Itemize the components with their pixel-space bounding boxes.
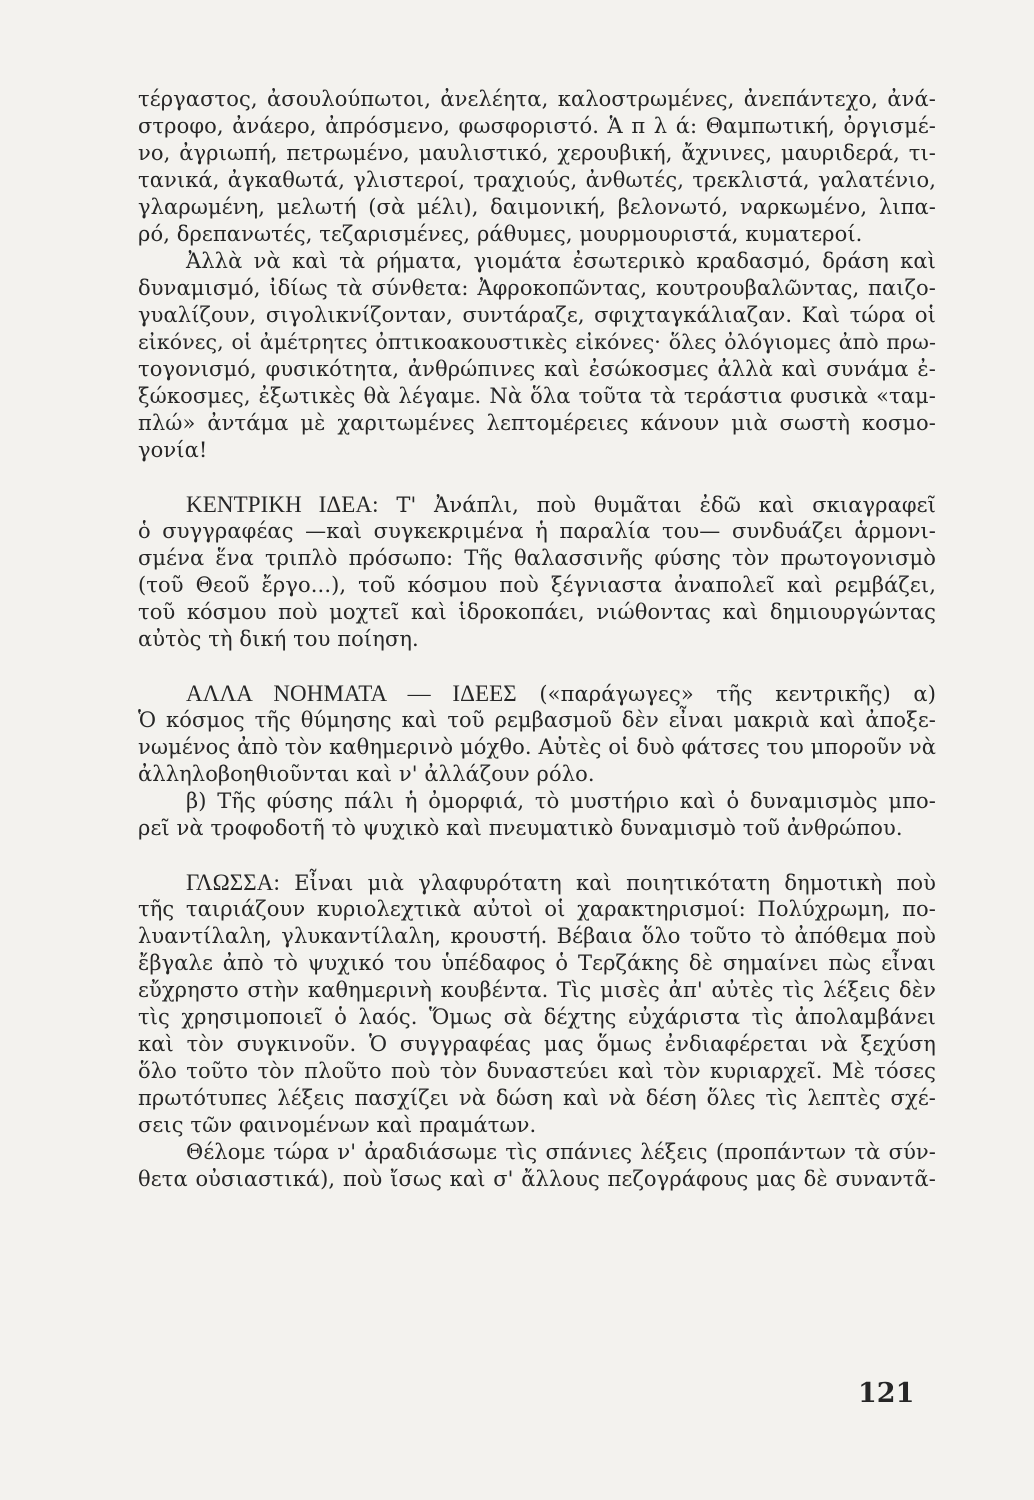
paragraph-verbs: [138, 248, 936, 464]
text-line: Ἀλλὰ νὰ καὶ τὰ ρήματα, γιομάτα ἐσωτερικὸ κραδασμό, δράση καὶ: [186, 249, 936, 273]
page-number: 121: [858, 1378, 915, 1409]
paragraph-gap: [138, 653, 936, 680]
text-line: ὁ συγγραφέας —καὶ συγκεκριμένα ἡ παραλία του— συνδυάζει ἁρμονι-: [138, 519, 936, 543]
paragraph-nature: [138, 788, 936, 842]
text-line: (τοῦ Θεοῦ ἔργο...), τοῦ κόσμου ποὺ ξέγνιαστα ἀναπολεῖ καὶ ρεμβάζει,: [138, 573, 936, 597]
text-line: τοῦ κόσμου ποὺ μοχτεῖ καὶ ἱδροκοπάει, νιώθοντας καὶ δημιουργώντας: [138, 600, 936, 624]
text-line: [138, 869, 936, 896]
text-line: λυαντίλαλη, γλυκαντίλαλη, κρουστή. Βέβαια ὅλο τοῦτο τὸ ἀπόθεμα ποὺ: [138, 924, 936, 948]
text-line: γλαρωμένη, μελωτή (σὰ μέλι), δαιμονική, βελονωτό, ναρκωμένο, λιπα-: [138, 195, 936, 219]
paragraph-central-idea: [138, 491, 936, 653]
text-line: ρό, δρεπανωτές, τεζαρισμένες, ράθυμες, μουρμουριστά, κυματεροί.: [138, 222, 863, 246]
text-line: πρωτότυπες λέξεις πασχίζει νὰ δώση καὶ νὰ δέση ὅλες τὶς λεπτὲς σχέ-: [138, 1086, 936, 1110]
text-line: στροφο, ἀνάερο, ἀπρόσμενο, φωσφοριστό. Ἁ π λ ά: Θαμπωτική, ὀργισμέ-: [138, 114, 936, 138]
text-line: θετα οὐσιαστικά), ποὺ ἴσως καὶ σ' ἄλλους πεζογράφους μας δὲ συναντᾶ-: [138, 1167, 936, 1191]
text-line: Ὁ κόσμος τῆς θύμησης καὶ τοῦ ρεμβασμοῦ δὲν εἶναι μακριὰ καὶ ἀποξε-: [138, 708, 936, 732]
section-heading: ΓΛΩΣΣΑ:: [186, 870, 280, 895]
text-line: ξώκοσμες, ἐξωτικὲς θὰ λέγαμε. Νὰ ὅλα τοῦτα τὰ τεράστια φυσικὰ «ταμ-: [138, 384, 936, 408]
text-line: τανικά, ἀγκαθωτά, γλιστεροί, τραχιούς, ἀνθωτές, τρεκλιστά, γαλατένιο,: [138, 168, 936, 192]
section-heading: ΚΕΝΤΡΙΚΗ ΙΔΕΑ:: [186, 492, 379, 517]
text-line: τογονισμό, φυσικότητα, ἀνθρώπινες καὶ ἐσώκοσμες ἀλλὰ καὶ συνάμα ἐ-: [138, 357, 936, 381]
text-run: Εἶναι μιὰ γλαφυρότατη καὶ ποιητικότατη δημοτικὴ ποὺ: [294, 871, 936, 895]
paragraph-other-ideas: [138, 680, 936, 788]
text-line: τὶς χρησιμοποιεῖ ὁ λαός. Ὅμως σὰ δέχτης εὐχάριστα τὶς ἀπολαμβάνει: [138, 1005, 936, 1029]
text-line: σεις τῶν φαινομένων καὶ πραμάτων.: [138, 1113, 537, 1137]
text-line: ἔβγαλε ἀπὸ τὸ ψυχικό του ὑπέδαφος ὁ Τερζάκης δὲ σημαίνει πὼς εἶναι: [138, 951, 936, 975]
text-run: Τ' Ἀνάπλι, ποὺ θυμᾶται ἐδῶ καὶ σκιαγραφεῖ: [396, 493, 936, 517]
text-line: δυναμισμό, ἰδίως τὰ σύνθετα: Ἀφροκοπῶντας, κουτρουβαλῶντας, παιζο-: [138, 276, 936, 300]
text-line: εἰκόνες, οἱ ἀμέτρητες ὀπτικοακουστικὲς εἰκόνες· ὅλες ὀλόγιομες ἀπὸ πρω-: [138, 330, 936, 354]
text-line: νωμένος ἀπὸ τὸν καθημερινὸ μόχθο. Αὐτὲς οἱ δυὸ φάτσες του μποροῦν νὰ: [138, 735, 936, 759]
text-line: β) Τῆς φύσης πάλι ἡ ὀμορφιά, τὸ μυστήριο καὶ ὁ δυναμισμὸς μπο-: [186, 789, 936, 813]
text-line: [138, 491, 936, 518]
text-line: νο, ἀγριωπή, πετρωμένο, μαυλιστικό, χερουβική, ἄχνινες, μαυριδερά, τι-: [138, 141, 936, 165]
paragraph-rare-words: [138, 1139, 936, 1193]
paragraph-word-list: [138, 86, 936, 248]
text-line: σμένα ἕνα τριπλὸ πρόσωπο: Τῆς θαλασσινῆς φύσης τὸν πρωτογονισμὸ: [138, 546, 936, 570]
text-line: αὐτὸς τὴ δική του ποίηση.: [138, 627, 419, 651]
text-line: εὔχρηστο στὴν καθημερινὴ κουβέντα. Τὶς μισὲς ἀπ' αὐτὲς τὶς λέξεις δὲν: [138, 978, 936, 1002]
text-line: πλώ» ἀντάμα μὲ χαριτωμένες λεπτομέρειες κάνουν μιὰ σωστὴ κοσμο-: [138, 411, 936, 435]
body-text: [138, 86, 936, 1193]
paragraph-gap: [138, 842, 936, 869]
text-line: Θέλομε τώρα ν' ἀραδιάσωμε τὶς σπάνιες λέξεις (προπάντων τὰ σύν-: [186, 1140, 936, 1164]
paragraph-language: [138, 869, 936, 1139]
text-line: ἀλληλοβοηθιοῦνται καὶ ν' ἀλλάζουν ρόλο.: [138, 762, 595, 786]
text-line: γονία!: [138, 438, 208, 462]
text-line: ρεῖ νὰ τροφοδοτῆ τὸ ψυχικὸ καὶ πνευματικὸ δυναμισμὸ τοῦ ἀνθρώπου.: [138, 816, 903, 840]
text-line: [138, 680, 936, 707]
text-run: («παράγωγες» τῆς κεντρικῆς) α): [539, 682, 936, 706]
paragraph-gap: [138, 464, 936, 491]
text-line: τῆς ταιριάζουν κυριολεχτικὰ αὐτοὶ οἱ χαρακτηρισμοί: Πολύχρωμη, πο-: [138, 897, 936, 921]
text-line: γυαλίζουν, σιγολικνίζονταν, συντάραζε, σφιχταγκάλιαζαν. Καὶ τώρα οἱ: [138, 303, 936, 327]
text-line: τέργαστος, ἀσουλούπωτοι, ἀνελέητα, καλοστρωμένες, ἀνεπάντεχο, ἀνά-: [138, 87, 936, 111]
text-line: καὶ τὸν συγκινοῦν. Ὁ συγγραφέας μας ὅμως ἐνδιαφέρεται νὰ ξεχύση: [138, 1032, 936, 1056]
text-line: ὅλο τοῦτο τὸν πλοῦτο ποὺ τὸν δυναστεύει καὶ τὸν κυριαρχεῖ. Μὲ τόσες: [138, 1059, 936, 1083]
section-heading: ΑΛΛΑ ΝΟΗΜΑΤΑ — ΙΔΕΕΣ: [186, 681, 517, 706]
